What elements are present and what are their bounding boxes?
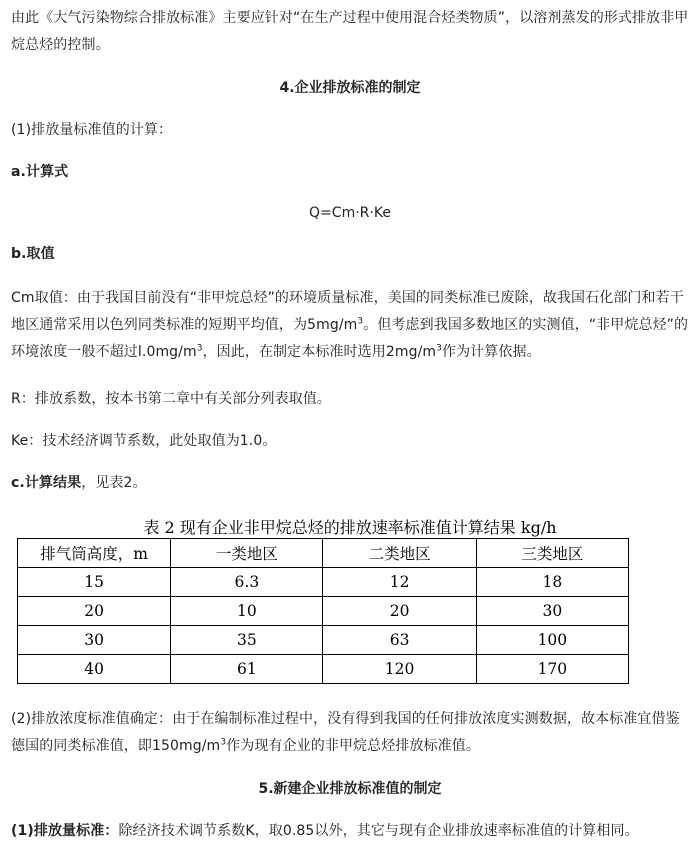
item-1-heading: (1)排放量标准值的计算： xyxy=(11,122,173,138)
table-cell: 100 xyxy=(476,626,628,655)
table-cell: 6.3 xyxy=(171,568,323,597)
formula: Q=Cm·R·Ke xyxy=(309,205,391,221)
table-row xyxy=(18,568,629,597)
header-class-3: 三类地区 xyxy=(476,539,628,568)
cm-text-4: 作为计算依据。 xyxy=(441,344,541,360)
table-row xyxy=(18,655,629,684)
table-cell: 170 xyxy=(476,655,628,684)
table-cell: 20 xyxy=(18,597,171,626)
ke-paragraph: Ke：技术经济调节系数，此处取值为1.0。 xyxy=(11,433,277,449)
results-line xyxy=(11,470,693,497)
table-cell: 12 xyxy=(323,568,476,597)
table-cell: 35 xyxy=(171,626,323,655)
cm-sup-2: 3 xyxy=(196,343,203,354)
table-row xyxy=(18,626,629,655)
item-5-1-text: 除经济技术调节系数K，取0.85以外，其它与现有企业排放速率标准值的计算相同。 xyxy=(118,823,639,839)
header-class-1: 一类地区 xyxy=(171,539,323,568)
values-heading: b.取值 xyxy=(11,246,55,262)
cm-paragraph xyxy=(11,285,693,366)
table-cell: 18 xyxy=(476,568,628,597)
header-class-2: 二类地区 xyxy=(323,539,476,568)
item-2-sup: 3 xyxy=(220,737,227,748)
cm-text-1: Cm取值：由于我国目前没有“非甲烷总烃”的环境质量标准，美国的同类标准已废除，故我国石化部门和若干地区通常采用以色列同类标准的短期平均值，为5mg/m xyxy=(11,290,684,333)
cm-text-2: 。但考虑到我国多数地区的实测值，“非甲烷总烃”的环境浓度一般不超过l.0mg/m xyxy=(11,317,689,360)
table-cell: 10 xyxy=(171,597,323,626)
table-cell: 63 xyxy=(323,626,476,655)
table-cell: 120 xyxy=(323,655,476,684)
item-5-1-paragraph xyxy=(11,818,693,845)
results-table xyxy=(17,538,629,684)
intro-paragraph: 由此《大气污染物综合排放标准》主要应针对“在生产过程中使用混合烃类物质”，以溶剂蒸发的形式排放非甲烷总烃的控制。 xyxy=(11,10,689,53)
cm-sup-3: 3 xyxy=(436,343,442,354)
item-2-paragraph xyxy=(11,706,693,760)
table-header-row xyxy=(18,539,629,568)
item-2-text-2: 作为现有企业的非甲烷总烃排放标准值。 xyxy=(226,738,480,754)
results-heading: c.计算结果 xyxy=(11,475,82,491)
table-row xyxy=(18,597,629,626)
table-cell: 15 xyxy=(18,568,171,597)
section-4-heading: 4.企业排放标准的制定 xyxy=(279,80,421,96)
table-cell: 61 xyxy=(171,655,323,684)
section-5-heading: 5.新建企业排放标准值的制定 xyxy=(258,781,442,797)
table-cell: 30 xyxy=(476,597,628,626)
cm-text-3: ，因此，在制定本标准时选用2mg/m xyxy=(202,344,437,360)
cm-sup-1: 3 xyxy=(357,316,364,327)
item-2-text-1: (2)排放浓度标准值确定：由于在编制标准过程中，没有得到我国的任何排放浓度实测数据，故本标准宜借鉴德国的同类标准值，即150mg/m xyxy=(11,711,680,754)
formula-heading: a.计算式 xyxy=(11,164,69,180)
table-cell: 20 xyxy=(323,597,476,626)
table-cell: 40 xyxy=(18,655,171,684)
item-5-1-label: (1)排放量标准： xyxy=(11,823,119,839)
table-cell: 30 xyxy=(18,626,171,655)
table-caption: 表 2 现有企业非甲烷总烃的排放速率标准值计算结果 kg/h xyxy=(143,518,557,537)
header-stack-height: 排气筒高度，m xyxy=(18,539,171,568)
r-paragraph: R：排放系数，按本书第二章中有关部分列表取值。 xyxy=(11,391,332,407)
results-suffix: ，见表2。 xyxy=(81,475,147,491)
